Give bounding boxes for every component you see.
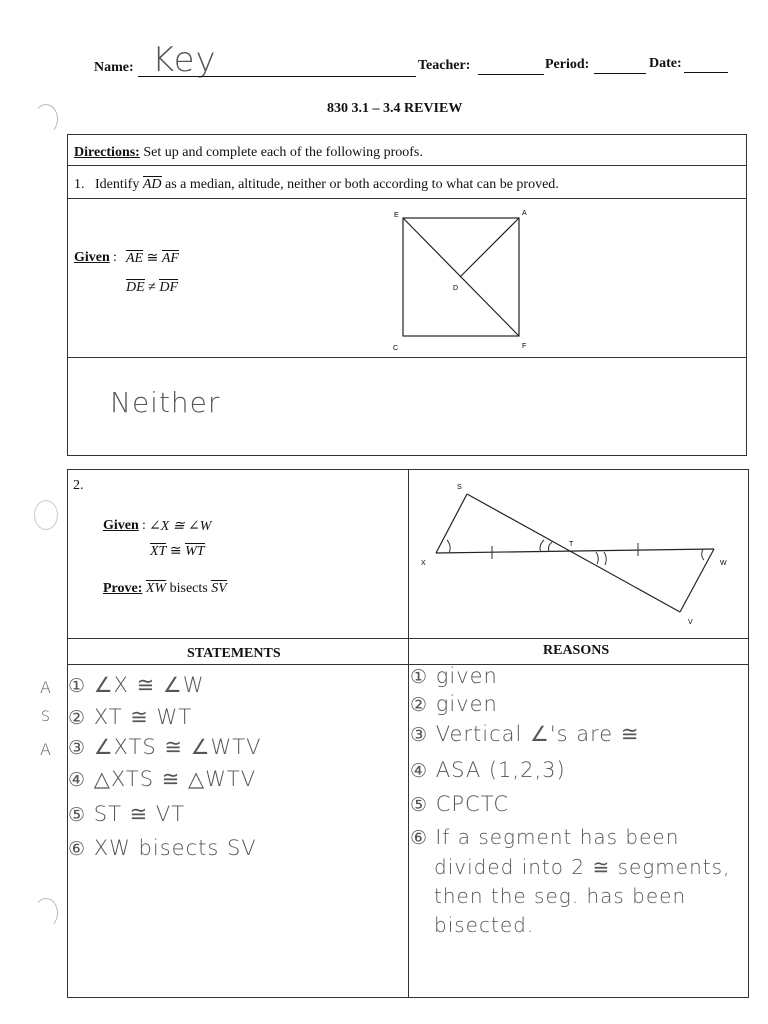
margin-mark-a2: A [40, 740, 52, 759]
margin-mark-s: S [41, 709, 51, 725]
reason-5: ⑤ CPCTC [410, 792, 509, 816]
reason-3: ③ Vertical ∠'s are ≅ [410, 722, 640, 746]
reason-4: ④ ASA (1,2,3) [410, 758, 566, 782]
label-e: E [394, 212, 399, 219]
label-w: W [720, 560, 727, 567]
statement-1: ① ∠X ≅ ∠W [68, 673, 205, 697]
problem1-number: 1. [74, 177, 85, 192]
statements-header: STATEMENTS [187, 646, 281, 661]
reason-6: ⑥ If a segment has been divided into 2 ≅ segments, then the seg. has been bisected. [410, 825, 731, 937]
reason-2: ② given [410, 692, 498, 716]
label-t: T [569, 541, 574, 548]
problem2-figure [412, 472, 742, 634]
problem2-given-label: Given [103, 518, 139, 533]
statement-4: ④ △XTS ≅ △WTV [68, 767, 257, 791]
problem2-prove: Prove: XW bisects SV [103, 581, 227, 596]
page-title: 830 3.1 – 3.4 REVIEW [327, 101, 463, 116]
label-d: D [453, 285, 459, 292]
statement-5: ⑤ ST ≅ VT [68, 802, 186, 826]
problem1-answer: Neither [110, 386, 221, 419]
directions-text: Set up and complete each of the following proofs. [143, 145, 423, 160]
label-v: V [688, 619, 693, 626]
label-s: S [457, 484, 462, 491]
reason-1: ① given [410, 664, 498, 688]
date-line [684, 72, 728, 73]
punch-hole-bottom [34, 898, 58, 928]
problem1-prompt [74, 176, 559, 193]
problem1-given-label: Given [74, 250, 110, 265]
punch-hole-middle [34, 500, 58, 530]
label-c: C [393, 345, 399, 352]
margin-mark-a1: A [40, 678, 52, 697]
statement-2: ② XT ≅ WT [68, 705, 193, 729]
problem1-figure [388, 205, 538, 355]
teacher-line [478, 74, 544, 75]
period-label: Period: [545, 57, 590, 72]
name-value: Key [152, 40, 217, 80]
period-line [594, 73, 646, 74]
name-line [138, 76, 416, 77]
segment-ad: AD [142, 177, 162, 192]
problem2-given-1: ∠X ≅ ∠W [149, 519, 212, 534]
problem1-prompt-pre: Identify [95, 177, 140, 192]
problem2-number: 2. [73, 478, 84, 493]
teacher-label: Teacher: [418, 58, 471, 73]
label-f: F [522, 343, 527, 350]
statement-3: ③ ∠XTS ≅ ∠WTV [68, 735, 262, 759]
problem1-prompt-post: as a median, altitude, neither or both according to what can be proved. [165, 177, 559, 192]
directions-label: Directions: [74, 145, 140, 160]
directions [74, 145, 423, 161]
date-label: Date: [649, 56, 682, 71]
reasons-header: REASONS [543, 643, 610, 658]
punch-hole-top [34, 104, 58, 134]
statement-6: ⑥ XW bisects SV [68, 836, 257, 860]
label-a: A [522, 210, 527, 217]
problem1-given-1: AE ≅ AF [126, 251, 179, 266]
name-label: Name: [94, 60, 134, 75]
problem2-given-2: XT ≅ WT [150, 544, 205, 559]
problem1-given-2: DE ≠ DF [126, 280, 179, 295]
label-x: X [421, 560, 426, 567]
